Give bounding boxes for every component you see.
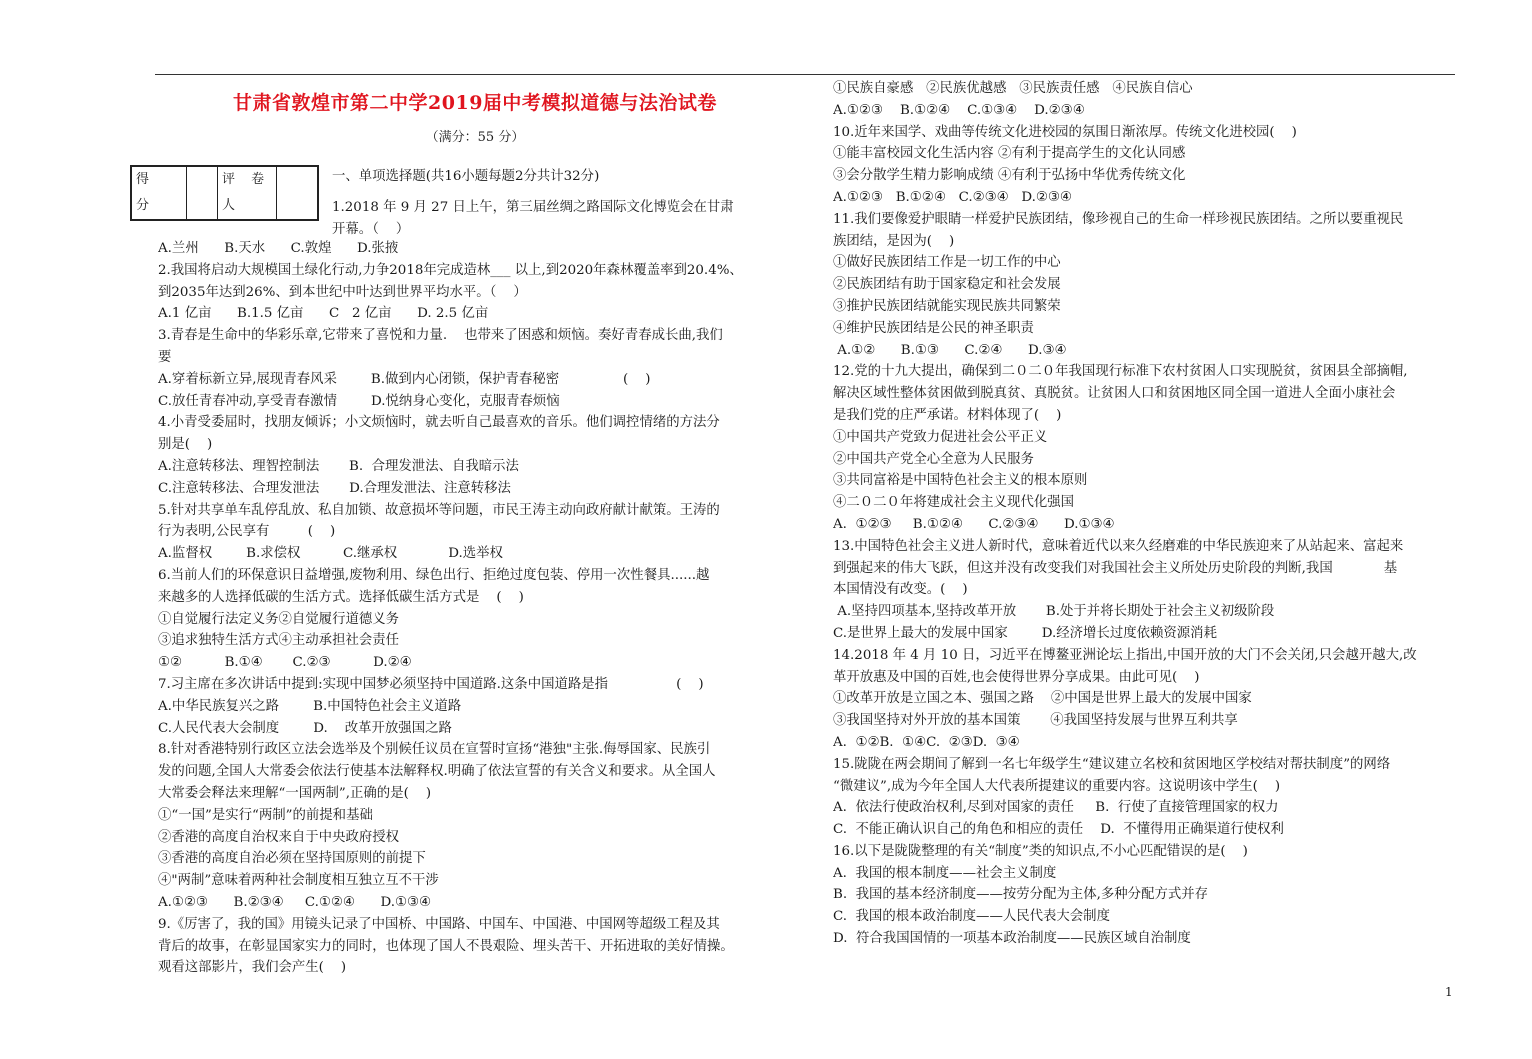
text-line: 13.中国特色社会主义进人新时代，意味着近代以来久经磨难的中华民族迎来了从站起来、富起来 xyxy=(833,538,1404,554)
text-line: 10.近年来国学、戏曲等传统文化进校园的氛围日渐浓厚。传统文化进校园( ) xyxy=(833,124,1297,140)
text-line: ④二０二０年将建成社会主义现代化强国 xyxy=(833,495,1075,511)
text-line: A.①②③ B.①②④ C.②③④ D.②③④ xyxy=(833,189,1072,205)
text-line: A. 我国的根本制度——社会主义制度 xyxy=(833,865,1057,881)
text-line: 1.2018 年 9 月 27 日上午，第三届丝绸之路国际文化博览会在甘肃 xyxy=(332,200,734,215)
text-line: B. 我国的基本经济制度——按劳分配为主体,多种分配方式并存 xyxy=(833,887,1209,903)
text-line: D. 符合我国国情的一项基本政治制度——民族区域自治制度 xyxy=(833,931,1191,947)
text-line: 15.陇陇在两会期间了解到一名七年级学生“建议建立名校和贫困地区学校结对帮扶制度”的网络 xyxy=(833,756,1391,772)
text-line: 开幕。（ ） xyxy=(332,221,410,237)
text-line: A.监督权 B.求偿权 C.继承权 D.选举权 xyxy=(158,546,503,562)
text-line: 别是( ) xyxy=(158,437,213,453)
left-column xyxy=(158,238,778,979)
text-line: 6.当前人们的环保意识日益增强,废物利用、绿色出行、拒绝过度包装、停用一次性餐具......越 xyxy=(158,567,710,583)
text-line: ③共同富裕是中国特色社会主义的根本原则 xyxy=(833,473,1088,489)
text-line: 发的问题,全国人大常委会依法行使基本法解释权.明确了依法宣誓的有关含义和要求。从全国人 xyxy=(158,764,716,780)
text-line: ③推护民族团结就能实现民族共同繁荣 xyxy=(833,298,1061,314)
text-line: 是我们党的庄严承诺。材料体现了( ) xyxy=(833,407,1062,423)
grader-value-cell[interactable] xyxy=(277,166,319,220)
text-line: A.中华民族复兴之路 B.中国特色社会主义道路 xyxy=(158,698,462,714)
text-line: A. ①②③ B.①②④ C.②③④ D.①③④ xyxy=(833,516,1115,532)
text-line: A.兰州 B.天水 C.敦煌 D.张掖 xyxy=(158,241,399,256)
text-line: ④"两制”意味着两种社会制度相互独立互不干涉 xyxy=(158,873,439,889)
text-line: 9.《厉害了，我的国》用镜头记录了中国桥、中国路、中国车、中国港、中国网等超级工程及其 xyxy=(158,916,720,932)
text-line: 7.习主席在多次讲话中提到:实现中国梦必须坚持中国道路.这条中国道路是指 ( ) xyxy=(158,676,704,692)
question-1-stem xyxy=(332,197,778,241)
text-line: ①“一国”是实行“两制”的前提和基础 xyxy=(158,807,373,823)
text-line: 族团结，是因为( ) xyxy=(833,233,955,249)
text-line: A. ①②B. ①④C. ②③D. ③④ xyxy=(833,734,1020,750)
text-line: ②民族团结有助于国家稳定和社会发展 xyxy=(833,277,1061,293)
right-column xyxy=(833,78,1458,950)
text-line: ③我国坚持对外开放的基本国策 ④我国坚持发展与世界互利共享 xyxy=(833,713,1238,729)
text-line: 12.党的十九大提出，确保到二０二０年我国现行标准下农村贫困人口实现脱贫，贫困县全部摘帽, xyxy=(833,364,1408,380)
text-line: ②中国共产党全心全意为人民服务 xyxy=(833,451,1034,467)
text-line: ①改革开放是立国之本、强国之路 ②中国是世界上最大的发展中国家 xyxy=(833,691,1252,707)
text-line: A.①② B.①③ C.②④ D.③④ xyxy=(833,342,1067,358)
text-line: A.①②③ B.①②④ C.①③④ D.②③④ xyxy=(833,102,1085,118)
page-number: 1 xyxy=(1445,985,1453,999)
score-label-cell xyxy=(131,166,187,220)
section-heading: 一、单项选择题(共16小题每题2分共计32分) xyxy=(332,169,600,184)
score-note: （满分：55 分） xyxy=(425,130,525,145)
text-line: 要 xyxy=(158,349,172,365)
text-line: “微建议”,成为今年全国人大代表所提建议的重要内容。这说明该中学生( ) xyxy=(833,778,1281,794)
text-line: A.注意转移法、理智控制法 B. 合理发泄法、自我暗示法 xyxy=(158,458,519,474)
text-line: A.坚持四项基本,坚持改革开放 B.处于并将长期处于社会主义初级阶段 xyxy=(833,604,1275,620)
text-line: 2.我国将启动大规模国土绿化行动,力争2018年完成造林___ 以上,到2020年森林覆盖率到20.4%、 xyxy=(158,262,743,278)
text-line: A.穿着标新立异,展现青春风采 B.做到内心闭锁，保护青春秘密 ( ) xyxy=(158,371,651,387)
grader-label-top: 评 卷 xyxy=(222,172,271,187)
score-value-cell[interactable] xyxy=(187,166,218,220)
top-rule xyxy=(155,74,1455,75)
text-line: C. 不能正确认识自己的角色和相应的责任 D. 不懂得用正确渠道行使权利 xyxy=(833,822,1284,838)
text-line: ①② B.①④ C.②③ D.②④ xyxy=(158,655,412,671)
text-line: 11.我们要像爱护眼睛一样爱护民族团结，像珍视自己的生命一样珍视民族团结。之所以要重视民 xyxy=(833,211,1404,227)
text-line: ①民族自豪感 ②民族优越感 ③民族责任感 ④民族自信心 xyxy=(833,81,1193,96)
text-line: ④维护民族团结是公民的神圣职责 xyxy=(833,320,1034,336)
text-line: C.注意转移法、合理发泄法 D.合理发泄法、注意转移法 xyxy=(158,480,511,496)
text-line: 革开放惠及中国的百姓,也会使得世界分享成果。由此可见( ) xyxy=(833,669,1200,685)
text-line: 到2035年达到26%、到本世纪中叶达到世界平均水平。（ ） xyxy=(158,284,527,300)
text-line: 行为表明,公民享有 ( ) xyxy=(158,524,336,540)
text-line: 8.针对香港特别行政区立法会选举及个别候任议员在宣誓时宣扬“港独"主张.侮辱国家、民族引 xyxy=(158,742,711,758)
page-title: 甘肃省敦煌市第二中学2019届中考模拟道德与法治试卷 xyxy=(233,92,717,114)
text-line: 来越多的人选择低碳的生活方式。选择低碳生活方式是 ( ) xyxy=(158,589,524,605)
text-line: 解决区域性整体贫困做到脱真贫、真脱贫。让贫困人口和贫困地区同全国一道进人全面小康社会 xyxy=(833,386,1396,402)
score-label-bottom: 分 xyxy=(136,198,164,213)
grader-label-bottom: 人 xyxy=(222,198,250,213)
text-line: ③香港的高度自治必须在坚持国原则的前提下 xyxy=(158,851,426,867)
score-label-top: 得 xyxy=(136,172,164,187)
text-line: ③会分散学生精力影响成绩 ④有利于弘扬中华优秀传统文化 xyxy=(833,168,1186,184)
text-line: ①自觉履行法定义务②自觉履行道德义务 xyxy=(158,611,400,627)
text-line: ①能丰富校园文化生活内容 ②有利于提高学生的文化认同感 xyxy=(833,146,1186,162)
text-line: A.1 亿亩 B.1.5 亿亩 C 2 亿亩 D. 2.5 亿亩 xyxy=(158,306,489,322)
text-line: 背后的故事，在彰显国家实力的同时，也体现了国人不畏艰险、埋头苦干、开拓进取的美好情操。 xyxy=(158,938,734,954)
text-line: C. 我国的根本政治制度——人民代表大会制度 xyxy=(833,909,1110,925)
text-line: 14.2018 年 4 月 10 日，习近平在博鳌亚洲论坛上指出,中国开放的大门不会关闭,只会越开越大,改 xyxy=(833,647,1417,663)
text-line: 16.以下是陇陇整理的有关“制度”类的知识点,不小心匹配错误的是( ) xyxy=(833,843,1248,859)
text-line: C.人民代表大会制度 D. 改革开放强国之路 xyxy=(158,720,452,736)
text-line: 到强起来的伟大飞跃，但这并没有改变我们对我国社会主义所处历史阶段的判断,我国 基 xyxy=(833,560,1398,576)
text-line: ③追求独特生活方式④主动承担社会责任 xyxy=(158,633,400,649)
text-line: 观看这部影片，我们会产生( ) xyxy=(158,960,347,976)
text-line: A. 依法行使政治权利,尽到对国家的责任 B. 行使了直接管理国家的权力 xyxy=(833,800,1279,816)
text-line: 4.小青受委屈时，找朋友倾诉；小文烦恼时，就去听自己最喜欢的音乐。他们调控情绪的方法分 xyxy=(158,415,720,431)
text-line: ②香港的高度自治权来自于中央政府授权 xyxy=(158,829,400,845)
text-line: A.①②③ B.②③④ C.①②④ D.①③④ xyxy=(158,894,431,910)
text-line: C.放任青春冲动,享受青春激情 D.悦纳身心变化，克服青春烦恼 xyxy=(158,393,560,409)
text-line: 大常委会释法来理解“一国两制”,正确的是( ) xyxy=(158,785,432,801)
text-line: 5.针对共享单车乱停乱放、私自加锁、故意损坏等问题，市民王涛主动向政府献计献策。王涛的 xyxy=(158,502,720,518)
score-table xyxy=(130,165,319,221)
text-line: ①做好民族团结工作是一切工作的中心 xyxy=(833,255,1061,271)
grader-label-cell xyxy=(218,166,277,220)
text-line: C.是世界上最大的发展中国家 D.经济增长过度依赖资源消耗 xyxy=(833,625,1217,641)
text-line: 本国情没有改变。( ) xyxy=(833,582,968,598)
text-line: ①中国共产党致力促进社会公平正义 xyxy=(833,429,1048,445)
text-line: 3.青春是生命中的华彩乐章,它带来了喜悦和力量. 也带来了困惑和烦恼。奏好青春成长曲,我们 xyxy=(158,328,723,344)
